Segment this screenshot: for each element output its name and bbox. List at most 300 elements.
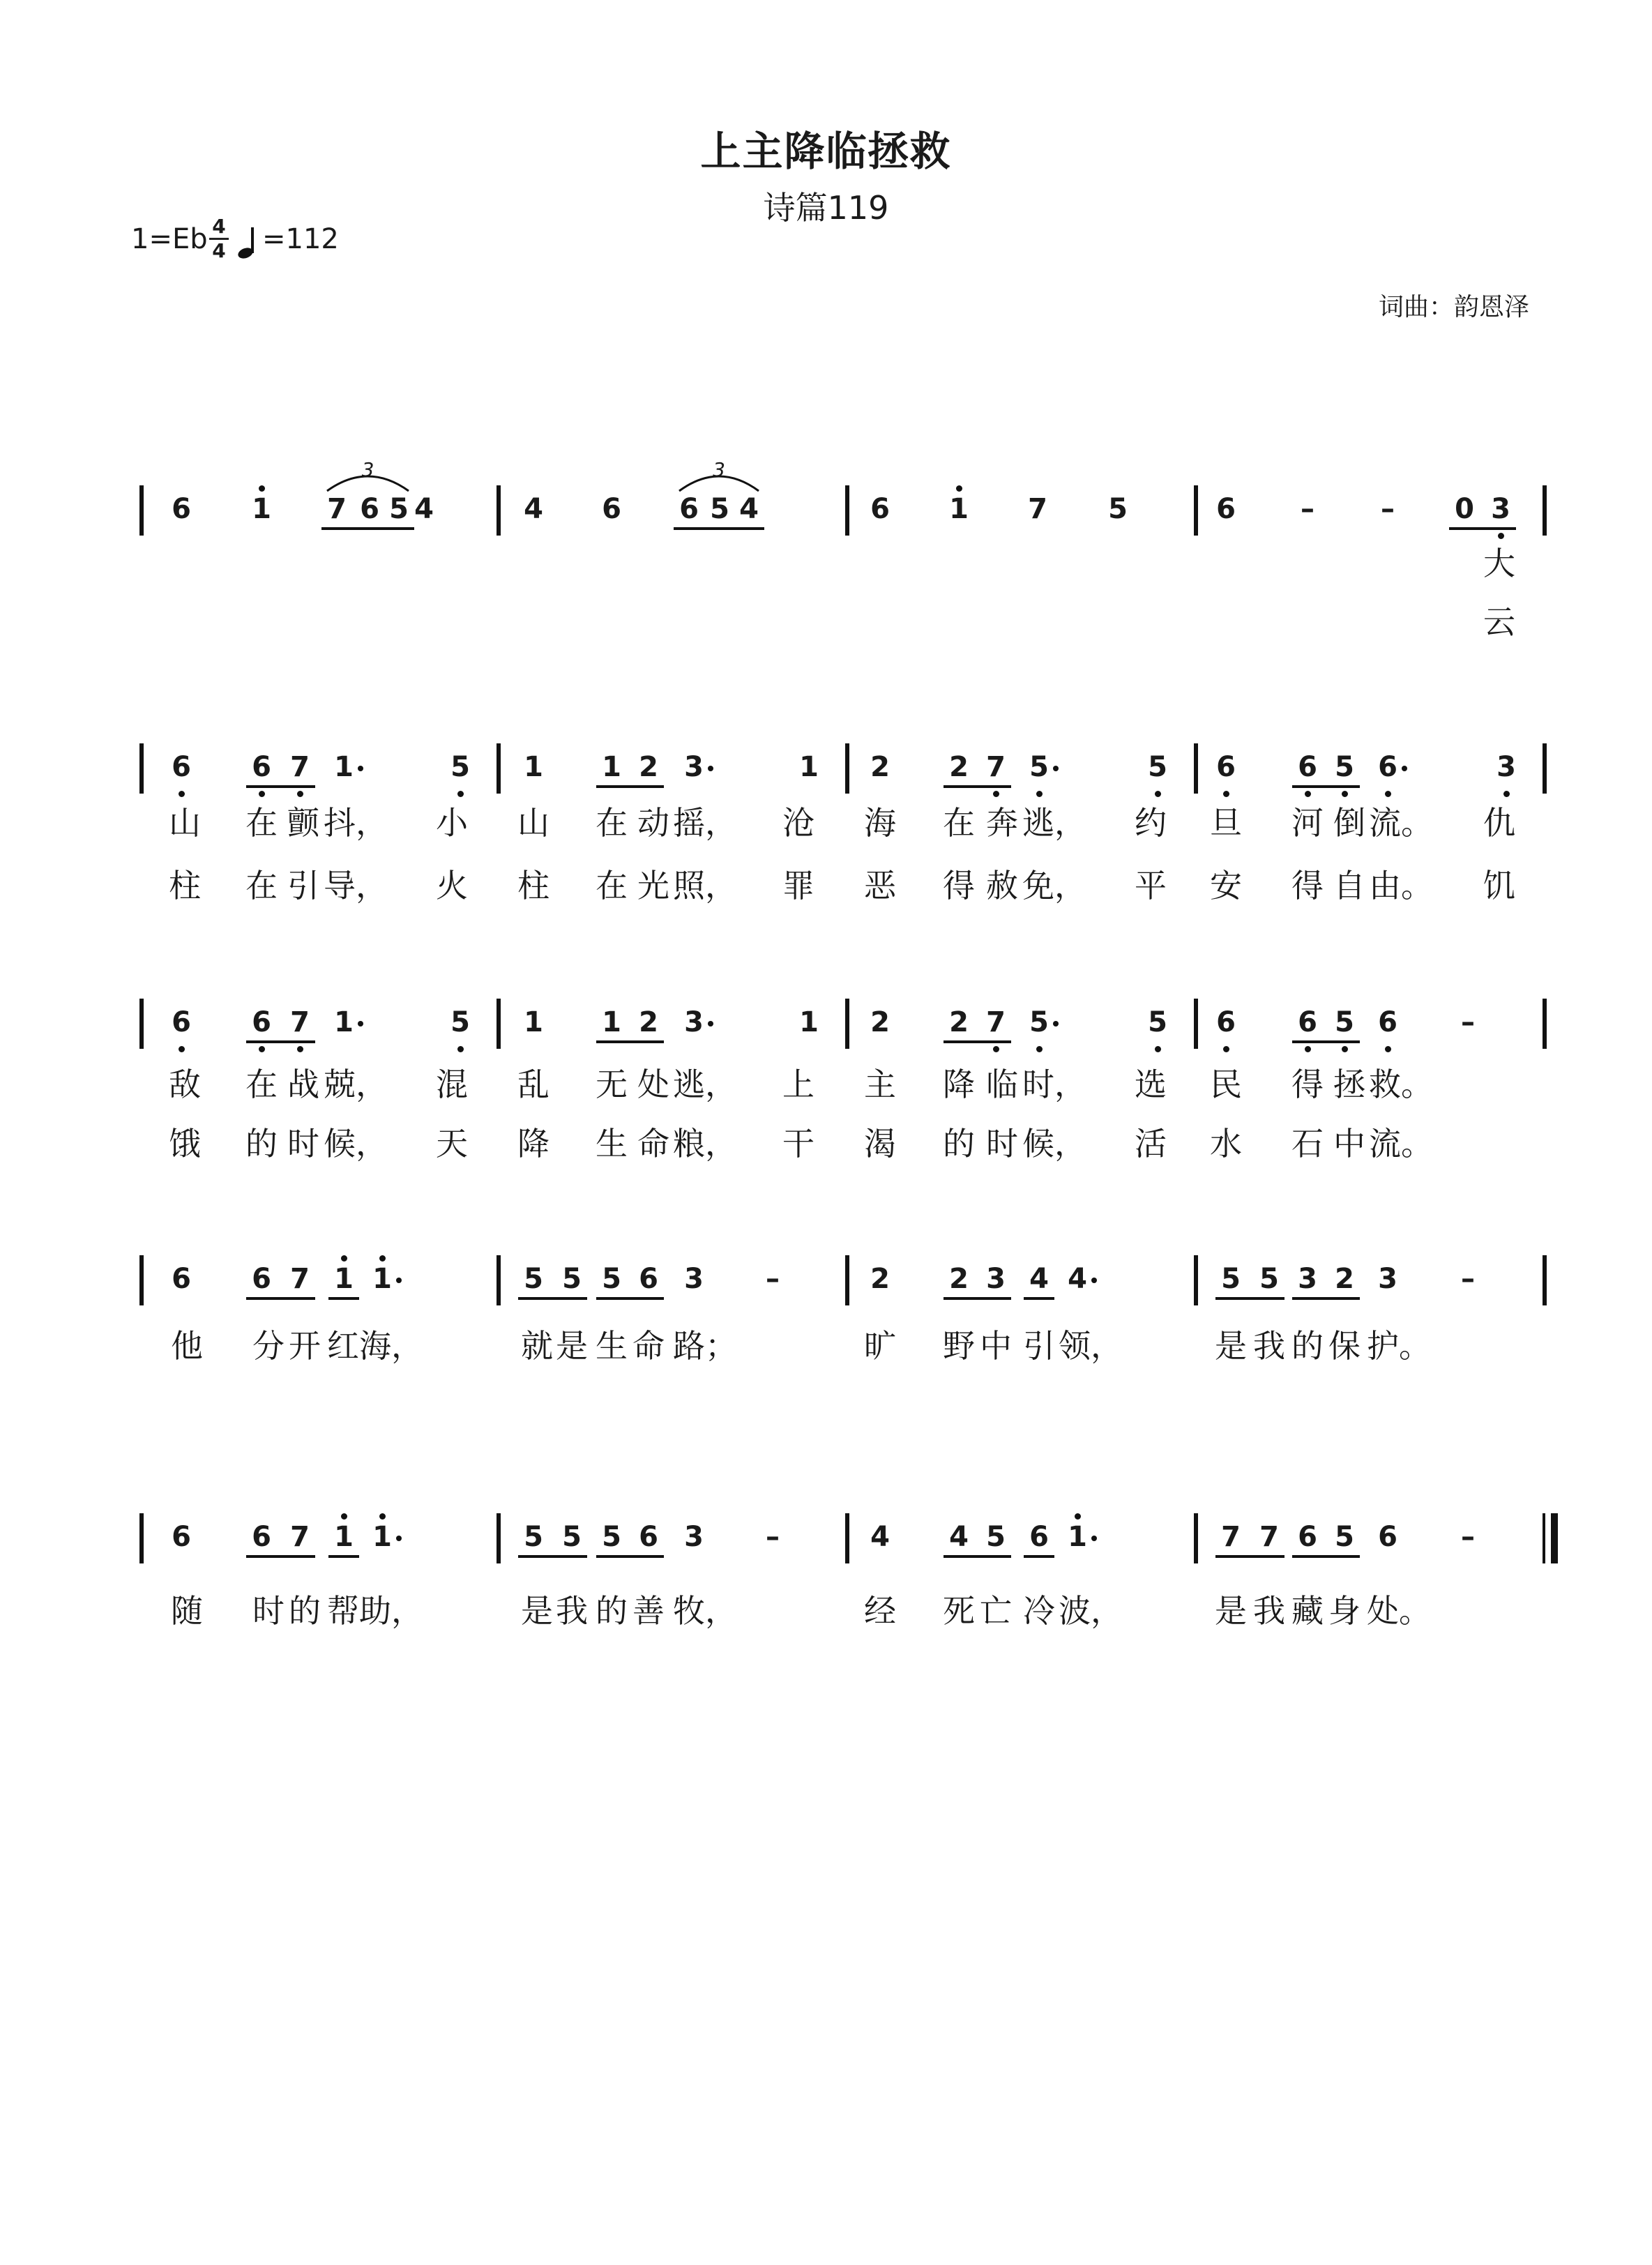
lyric-syllable: 敌 [169,1066,201,1103]
barline [1543,485,1547,536]
note: 6 [1298,1006,1317,1038]
note: 6 [1378,1521,1397,1553]
lyric-syllable: 是 [521,1592,553,1630]
note: 6 [252,751,271,783]
augmentation-dot [396,1278,402,1283]
note: 5 [1029,751,1049,783]
note: 4 [1029,1263,1049,1295]
note: 1 [334,751,354,783]
note: 4 [524,493,543,525]
lyric-syllable: 摇， [673,804,737,842]
note: 7 [290,751,310,783]
lyric-syllable: 逃， [673,1066,737,1103]
octave-dot-low [1385,1046,1391,1052]
lyric-syllable: 生 [596,1327,628,1365]
note: – [1461,1263,1475,1295]
note: 5 [710,493,729,525]
note: 4 [949,1521,969,1553]
lyric-syllable: 的 [289,1592,321,1630]
credit: 词曲：韵恩泽 [1378,293,1529,321]
lyric-syllable: 动 [637,804,669,842]
octave-dot-high [259,485,265,492]
barline [497,999,501,1049]
lyric-syllable: 候， [1022,1125,1086,1162]
beam-underline [1449,527,1516,530]
note: 3 [684,751,704,783]
lyric-syllable: 在 [245,1066,278,1103]
note: 5 [986,1521,1006,1553]
beam-underline [321,527,414,530]
lyric-syllable: 命 [632,1327,665,1365]
note: 2 [870,751,890,783]
beam-underline [246,785,315,788]
lyric-syllable: 罪 [782,867,814,904]
barline [497,1255,501,1305]
note: 5 [450,1006,470,1038]
final-barline-thin [1543,1513,1545,1563]
lyric-syllable: 导， [324,867,388,904]
lyric-syllable: 无 [596,1066,628,1103]
note: 4 [870,1521,890,1553]
note: 6 [1298,751,1317,783]
lyric-syllable: 石 [1291,1125,1324,1162]
note: 6 [679,493,699,525]
lyric-syllable: 藏 [1291,1592,1324,1630]
lyric-syllable: 平 [1135,867,1167,904]
octave-dot-high [379,1255,386,1262]
augmentation-dot [396,1536,402,1541]
lyric-syllable: 的 [596,1592,628,1630]
augmentation-dot [1091,1278,1097,1283]
note: 5 [1221,1263,1241,1295]
barline [1543,743,1547,794]
octave-dot-low [179,1046,185,1052]
barline [139,485,144,536]
lyric-syllable: 活 [1135,1125,1167,1162]
note: 1 [524,751,543,783]
lyric-syllable: 上 [782,1066,814,1103]
key-signature: 1=Eb [131,223,208,255]
lyric-syllable: 命 [637,1125,669,1162]
note: 6 [870,493,890,525]
lyric-syllable: 水 [1210,1125,1242,1162]
octave-dot-low [1385,791,1391,797]
triplet-number: 3 [361,458,374,481]
lyric-syllable: 野 [943,1327,975,1365]
note: 5 [602,1263,621,1295]
note: 1 [799,1006,819,1038]
lyric-syllable: 奔 [986,804,1018,842]
barline [1194,743,1198,794]
triplet-number: 3 [713,458,725,481]
lyric-syllable: 得 [1291,867,1324,904]
note: 2 [949,1006,969,1038]
augmentation-dot [708,766,713,771]
octave-dot-low [1036,791,1043,797]
lyric-syllable: 大 [1483,545,1515,582]
note: 5 [1108,493,1128,525]
note: 1 [524,1006,543,1038]
lyric-syllable: 河 [1291,804,1324,842]
barline [1543,1255,1547,1305]
note: 6 [252,1006,271,1038]
lyric-syllable: 小 [436,804,468,842]
lyric-syllable: 乱 [517,1066,550,1103]
note: 2 [949,751,969,783]
lyric-syllable: 战 [287,1066,319,1103]
lyric-syllable: 流。 [1369,1125,1433,1162]
beam-underline [944,1297,1011,1300]
note: 6 [172,751,191,783]
note: – [766,1263,780,1295]
note: 5 [602,1521,621,1553]
lyric-syllable: 旷 [864,1327,896,1365]
lyric-syllable: 中 [980,1327,1012,1365]
lyric-syllable: 在 [245,867,278,904]
lyric-syllable: 死 [943,1592,975,1630]
lyric-syllable: 在 [596,804,628,842]
octave-dot-low [1036,1046,1043,1052]
note: 7 [290,1006,310,1038]
lyric-syllable: 免， [1022,867,1086,904]
note: – [1381,493,1395,525]
lyric-syllable: 临 [986,1066,1018,1103]
lyric-syllable: 是 [1215,1592,1247,1630]
lyric-syllable: 时 [986,1125,1018,1162]
note: 6 [602,493,621,525]
lyric-syllable: 旦 [1210,804,1242,842]
beam-underline [944,785,1011,788]
lyric-syllable: 时 [252,1592,285,1630]
note: 6 [1216,751,1236,783]
octave-dot-low [297,1046,303,1052]
lyric-syllable: 自 [1333,867,1365,904]
note: 2 [639,751,658,783]
lyric-syllable: 身 [1328,1592,1361,1630]
octave-dot-low [1498,533,1504,539]
lyric-syllable: 得 [943,867,975,904]
note: 6 [172,493,191,525]
beam-underline [246,1297,315,1300]
note: 7 [986,751,1006,783]
lyric-syllable: 他 [171,1327,203,1365]
octave-dot-high [956,485,962,492]
note: 1 [372,1521,392,1553]
note: 6 [172,1263,191,1295]
lyric-syllable: 是 [1215,1327,1247,1365]
beam-underline [328,1555,359,1558]
lyric-syllable: 火 [436,867,468,904]
note: 1 [1068,1521,1087,1553]
note: 5 [524,1521,543,1553]
note: 6 [172,1006,191,1038]
note: 3 [1298,1263,1317,1295]
beam-underline [328,1297,359,1300]
octave-dot-low [993,791,999,797]
octave-dot-low [179,791,185,797]
lyric-syllable: 的 [1291,1327,1324,1365]
lyric-syllable: 就 [521,1327,553,1365]
note: 6 [1216,493,1236,525]
lyric-syllable: 赦 [986,867,1018,904]
octave-dot-low [1305,791,1311,797]
lyric-syllable: 候， [324,1125,388,1162]
lyric-syllable: 得 [1291,1066,1324,1103]
lyric-syllable: 山 [517,804,550,842]
lyric-syllable: 助， [359,1592,423,1630]
lyric-syllable: 山 [169,804,201,842]
barline [845,743,849,794]
beam-underline [246,1555,315,1558]
lyric-syllable: 领， [1059,1327,1123,1365]
lyric-syllable: 流。 [1369,804,1433,842]
note: 6 [252,1263,271,1295]
octave-dot-low [1223,1046,1229,1052]
lyric-syllable: 是 [556,1327,588,1365]
tempo-marking: =112 [262,223,339,255]
note: 4 [1068,1263,1087,1295]
lyric-syllable: 在 [943,804,975,842]
lyric-syllable: 降 [943,1066,975,1103]
lyric-syllable: 亡 [980,1592,1012,1630]
lyric-syllable: 主 [864,1066,896,1103]
note: 6 [1216,1006,1236,1038]
beam-underline [1292,1555,1360,1558]
lyric-syllable: 由。 [1369,867,1433,904]
lyric-syllable: 海， [359,1327,423,1365]
final-barline-thick [1551,1513,1558,1563]
note: 1 [799,751,819,783]
note: 7 [290,1263,310,1295]
lyric-syllable: 我 [1253,1592,1285,1630]
time-signature [209,216,229,262]
note: 4 [414,493,434,525]
lyric-syllable: 救。 [1369,1066,1433,1103]
beam-underline [246,1040,315,1043]
augmentation-dot [708,1021,713,1027]
beam-underline [1292,1040,1360,1043]
note: 1 [949,493,969,525]
lyric-syllable: 沧 [782,804,814,842]
lyric-syllable: 冷 [1023,1592,1055,1630]
barline [1543,999,1547,1049]
note: 6 [639,1263,658,1295]
octave-dot-low [1155,1046,1161,1052]
note: 6 [1029,1521,1049,1553]
beam-underline [518,1297,587,1300]
song-title: 上主降临拯救 [700,128,952,175]
lyric-syllable: 随 [171,1592,203,1630]
song-subtitle: 诗篇119 [763,189,889,227]
barline [1194,1255,1198,1305]
note: 6 [639,1521,658,1553]
augmentation-dot [358,1021,363,1027]
note: 1 [602,1006,621,1038]
beam-underline [518,1555,587,1558]
barline [1194,999,1198,1049]
time-signature-bottom: 4 [212,239,226,262]
note: 1 [372,1263,392,1295]
augmentation-dot [358,766,363,771]
lyric-syllable: 仇 [1483,804,1515,842]
lyric-syllable: 路； [673,1327,737,1365]
octave-dot-low [1503,791,1510,797]
note: 3 [684,1263,704,1295]
note: 1 [334,1263,354,1295]
note: 5 [1335,1006,1354,1038]
note: 5 [389,493,409,525]
lyric-syllable: 饿 [169,1125,201,1162]
note: 4 [739,493,759,525]
lyric-syllable: 混 [436,1066,468,1103]
augmentation-dot [1402,766,1407,771]
beam-underline [944,1555,1011,1558]
note: 2 [1335,1263,1354,1295]
beam-underline [1024,1555,1054,1558]
octave-dot-low [1342,791,1348,797]
lyric-syllable: 经 [864,1592,896,1630]
note: 3 [1496,751,1516,783]
lyric-syllable: 的 [245,1125,278,1162]
lyric-syllable: 干 [782,1125,814,1162]
beam-underline [674,527,764,530]
augmentation-dot [1053,766,1059,771]
beam-underline [1292,785,1360,788]
note: 5 [562,1521,582,1553]
note: 3 [986,1263,1006,1295]
note: 1 [252,493,271,525]
note: 7 [1221,1521,1241,1553]
octave-dot-low [259,791,265,797]
lyric-syllable: 处 [637,1066,669,1103]
octave-dot-high [1075,1513,1081,1520]
octave-dot-high [379,1513,386,1520]
note: 6 [1298,1521,1317,1553]
octave-dot-low [457,791,464,797]
lyric-syllable: 倒 [1333,804,1365,842]
time-signature-top: 4 [212,215,226,238]
beam-underline [596,1297,664,1300]
lyric-syllable: 我 [556,1592,588,1630]
lyric-syllable: 保 [1328,1327,1361,1365]
barline [139,1255,144,1305]
barline [139,743,144,794]
lyric-syllable: 渴 [864,1125,896,1162]
lyric-syllable: 约 [1135,804,1167,842]
lyric-syllable: 我 [1253,1327,1285,1365]
lyric-syllable: 生 [596,1125,628,1162]
octave-dot-low [457,1046,464,1052]
octave-dot-low [1155,791,1161,797]
barline [1194,1513,1198,1563]
lyric-syllable: 开 [289,1327,321,1365]
note: 3 [1491,493,1510,525]
lyric-syllable: 光 [637,867,669,904]
note: 2 [870,1263,890,1295]
octave-dot-high [341,1513,347,1520]
note: 7 [1259,1521,1279,1553]
lyric-syllable: 分 [252,1327,285,1365]
quarter-note-icon [236,226,264,259]
lyric-syllable: 护。 [1367,1327,1431,1365]
barline [497,485,501,536]
lyric-syllable: 的 [943,1125,975,1162]
barline [845,485,849,536]
lyric-syllable: 降 [517,1125,550,1162]
barline [845,1513,849,1563]
note: 6 [172,1521,191,1553]
note: 5 [1148,1006,1167,1038]
octave-dot-low [1342,1046,1348,1052]
augmentation-dot [1053,1021,1059,1027]
note: 6 [252,1521,271,1553]
lyric-syllable: 波， [1059,1592,1123,1630]
lyric-syllable: 帮 [327,1592,359,1630]
octave-dot-high [341,1255,347,1262]
beam-underline [944,1040,1011,1043]
note: – [1301,493,1314,525]
barline [1194,485,1198,536]
barline [139,999,144,1049]
lyric-syllable: 在 [245,804,278,842]
lyric-syllable: 颤 [287,804,319,842]
octave-dot-low [1223,791,1229,797]
lyric-syllable: 中 [1333,1125,1365,1162]
lyric-syllable: 恶 [864,867,896,904]
lyric-syllable: 善 [632,1592,665,1630]
barline [845,999,849,1049]
note: – [1461,1521,1475,1553]
note: 5 [1259,1263,1279,1295]
lyric-syllable: 拯 [1333,1066,1365,1103]
lyric-syllable: 海 [864,804,896,842]
lyric-syllable: 时， [1022,1066,1086,1103]
beam-underline [1215,1555,1285,1558]
beam-underline [1215,1297,1285,1300]
lyric-syllable: 牧， [673,1592,737,1630]
note: 2 [639,1006,658,1038]
note: 7 [290,1521,310,1553]
note: 1 [334,1521,354,1553]
barline [139,1513,144,1563]
beam-underline [596,1040,664,1043]
note: 3 [684,1006,704,1038]
lyric-syllable: 引 [287,867,319,904]
lyric-syllable: 抖， [324,804,388,842]
note: 5 [450,751,470,783]
lyric-syllable: 兢， [324,1066,388,1103]
note: 7 [986,1006,1006,1038]
lyric-syllable: 逃， [1022,804,1086,842]
barline [497,1513,501,1563]
note: 6 [360,493,379,525]
lyric-syllable: 引 [1023,1327,1055,1365]
octave-dot-low [1305,1046,1311,1052]
beam-underline [596,1555,664,1558]
beam-underline [596,785,664,788]
octave-dot-low [297,791,303,797]
lyric-syllable: 云 [1483,603,1515,641]
beam-underline [1024,1297,1054,1300]
note: 3 [1378,1263,1397,1295]
lyric-syllable: 粮， [673,1125,737,1162]
lyric-syllable: 选 [1135,1066,1167,1103]
note: 5 [1029,1006,1049,1038]
note: 6 [1378,751,1397,783]
note: – [1461,1006,1475,1038]
octave-dot-low [993,1046,999,1052]
lyric-syllable: 柱 [517,867,550,904]
